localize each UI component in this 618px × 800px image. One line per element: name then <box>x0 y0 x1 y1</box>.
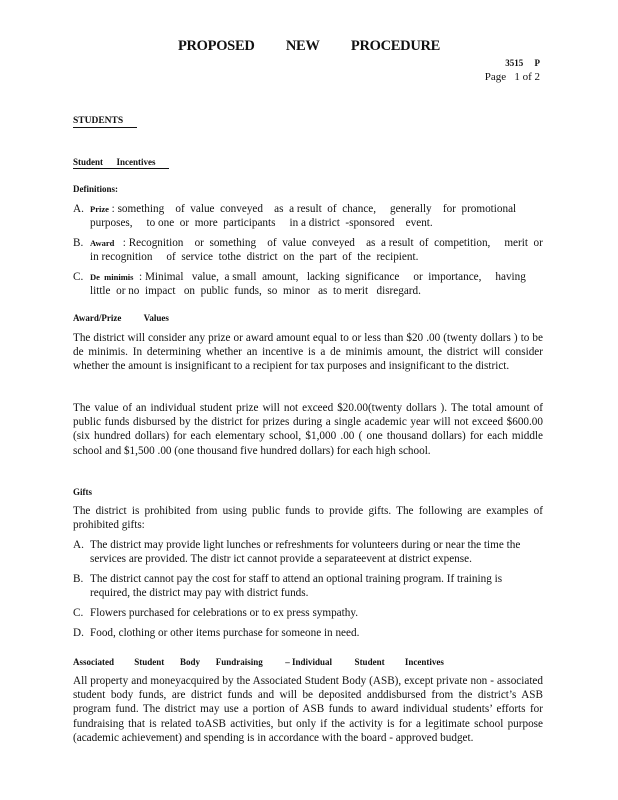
gift-item <box>73 572 543 600</box>
definition-term: Award <box>90 238 115 248</box>
gift-text: Food, clothing or other items purchase for someone in need. <box>90 627 360 639</box>
gift-text: Flowers purchased for celebrations or to ex press sympathy. <box>90 607 359 619</box>
award-values-paragraph-2: The value of an individual student prize will not exceed $20.00(twenty dollars ). The total amount of public funds disbursed by the district for prizes during a single academic year will not exceed $600.00 (six hundred dollars) for each elementary school, $1,000 .00 ( one thousand dollars) for each middle school and $1,500 .00 (one thousand five hundred dollars) for each high school. <box>73 402 543 457</box>
award-values-heading: Award/Prize Values <box>73 313 169 323</box>
definition-term: Prize <box>90 204 109 214</box>
gifts-intro: The district is prohibited from using public funds to provide gifts. The following are examples of prohibited gifts: <box>73 505 543 532</box>
definition-text: : Minimal value, a small amount, lacking significance or importance, having little or no impact on public funds, so minor as to merit disregard. <box>90 271 529 298</box>
gift-item <box>73 626 543 640</box>
gift-text: The district cannot pay the cost for staff to attend an optional training program. If training is required, the district may pay with district funds. <box>90 573 503 600</box>
item-letter: B. <box>73 237 84 249</box>
item-letter: C. <box>73 271 84 283</box>
item-letter: D. <box>73 627 84 639</box>
page-number: Page 1 of 2 <box>484 71 540 83</box>
subsection-heading: Student Incentives <box>73 157 169 169</box>
item-letter: A. <box>73 203 84 215</box>
item-letter: B. <box>73 573 84 585</box>
gift-text: The district may provide light lunches or refreshments for volunteers during or near the time the services are provided. The distr ict cannot provide a separateevent at district expense. <box>90 539 521 566</box>
gift-item <box>73 606 543 620</box>
definitions-heading: Definitions: <box>73 184 118 194</box>
title-word: PROPOSED <box>177 38 255 54</box>
definition-text: : Recognition or something of value conveyed as a result of competition, merit or in recognition of service tothe district on the part of the recipient. <box>90 237 549 264</box>
definition-term: De minimis <box>90 272 134 282</box>
asb-heading: Associated Student Body Fundraising – Individual Student Incentives <box>73 657 444 667</box>
item-letter: A. <box>73 539 84 551</box>
title-word: NEW <box>285 38 320 54</box>
asb-paragraph: All property and moneyacquired by the Associated Student Body (ASB), except private non - associated student body funds, are district funds and will be deposited anddisbursed from the district’s ASB program fund. The district may use a portion of ASB funds to award individual students’ efforts for fundraising that is related toASB activities, but only if the activity is for a legitimate school purpose (academic achievement) and spending is in accordance with the board - approved budget. <box>73 675 543 744</box>
title-word: PROCEDURE <box>350 38 441 54</box>
section-heading: STUDENTS <box>73 116 137 128</box>
gifts-heading: Gifts <box>73 487 92 497</box>
policy-code: 3515 P <box>505 58 540 68</box>
item-letter: C. <box>73 607 84 619</box>
definition-text: : something of value conveyed as a result of chance, generally for promotional purposes, to one or more participants in a district -sponsored event. <box>90 203 519 230</box>
award-values-paragraph-1: The district will consider any prize or award amount equal to or less than $20 .00 (twenty dollars ) to be de minimis. In determining whether an incentive is a de minimis amount, the district will consider whether the amount is insignificant to a recipient for tax purposes and insignificant to the district. <box>73 332 543 373</box>
page-title <box>0 38 618 55</box>
definition-item <box>73 236 549 264</box>
definition-item <box>73 270 543 298</box>
definition-item <box>73 202 543 230</box>
gift-item <box>73 538 543 566</box>
